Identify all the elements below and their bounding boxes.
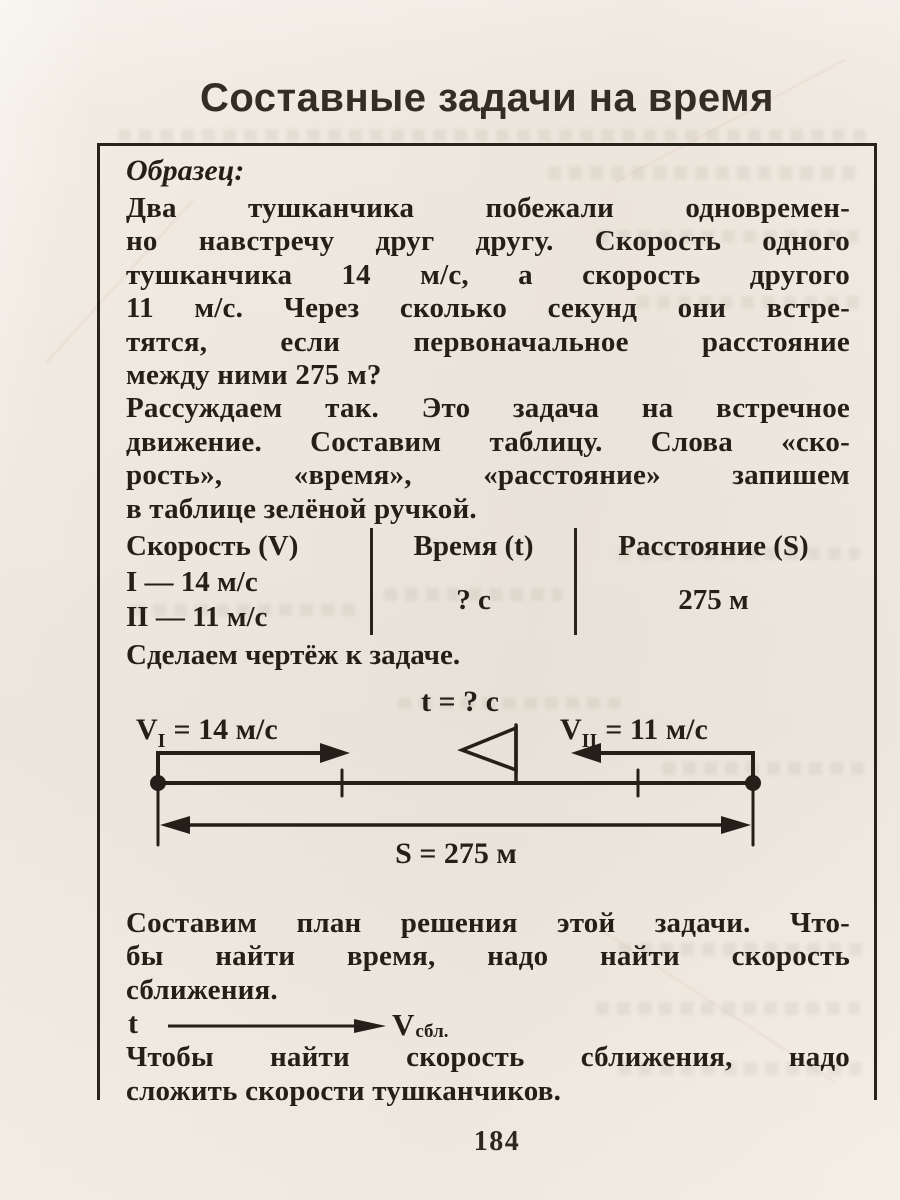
problem-line: 11 м/с. Через сколько секунд они встре- [126,292,850,325]
column-header-speed: Скорость (V) [126,530,299,563]
table-column-speed [126,528,373,635]
runner2-speed-label: $V_{II} = 11$ м/с [560,713,708,753]
diagram-solids [150,743,761,834]
time-to-speed-scheme [128,1007,850,1041]
conclusion-line: сложить скорости тушканчиков. [126,1074,562,1107]
table-column-distance [577,528,850,635]
motion-diagram-svg [108,673,868,873]
plan-line: сближения. [126,973,278,1006]
page-title: Составные задачи на время [199,76,774,120]
problem-line: Два тушканчика побежали одновремен- [126,192,850,224]
speed-time-distance-table [126,528,850,635]
conclusion-paragraph [126,1041,850,1108]
speed-cell-first: I — 14 м/с [126,566,258,599]
arrow-right-icon [166,1017,388,1035]
scheme-from-label: t [128,1007,138,1041]
runner2-velocity-arrow-line [597,753,753,783]
runner1-velocity-arrow-line [158,753,324,783]
reasoning-line: Рассуждаем так. Это задача на встречное [126,392,850,425]
problem-line: тятся, если первоначальное расстояние [126,325,850,358]
plan-line: Составим план решения этой задачи. Что- [126,907,850,940]
reasoning-paragraph [126,392,850,526]
measure-left-arrowhead-icon [160,816,190,834]
scheme-to-label: V [392,1006,415,1042]
start-point-dot [150,775,166,791]
speed-cell-second: II — 11 м/с [126,601,268,634]
reasoning-line: рость», «время», «расстояние» запишем [126,459,850,492]
plan-line: бы найти время, надо найти скорость [126,940,850,973]
distance-label: S = 275 м [395,837,517,871]
table-column-time [373,528,577,635]
example-box [97,143,877,1107]
end-point-dot [745,775,761,791]
bleed-through-artifact [118,129,866,142]
measure-right-arrowhead-icon [721,816,751,834]
diagram-labels [136,685,708,870]
runner1-arrowhead-icon [320,743,350,763]
problem-line: но навстречу друг другу. Скорость одного [126,225,850,258]
column-header-distance: Расстояние (S) [618,530,809,563]
drawing-caption: Сделаем чертёж к задаче. [126,639,461,672]
page-number: 184 [473,1126,521,1157]
problem-line: между ними 275 м? [126,359,382,392]
scheme-to-subscript: сбл. [415,1021,449,1043]
column-header-time: Время (t) [413,530,534,563]
reasoning-line: движение. Составим таблицу. Слова «ско- [126,425,850,458]
problem-line: тушканчика 14 м/с, а скорость другого [126,258,850,291]
problem-paragraph [126,192,850,392]
distance-cell: 275 м [678,583,749,616]
conclusion-line: Чтобы найти скорость сближения, надо [126,1041,850,1074]
motion-diagram [126,675,850,871]
example-label: Образец: [126,154,245,187]
time-label: t = ? с [421,685,499,719]
reasoning-line: в таблице зелёной ручкой. [126,492,477,525]
time-cell: ? с [456,583,491,616]
plan-paragraph [126,907,850,1007]
runner1-speed-label: $V_I = 14$ м/с [136,713,278,753]
meeting-flag-icon [462,728,516,770]
